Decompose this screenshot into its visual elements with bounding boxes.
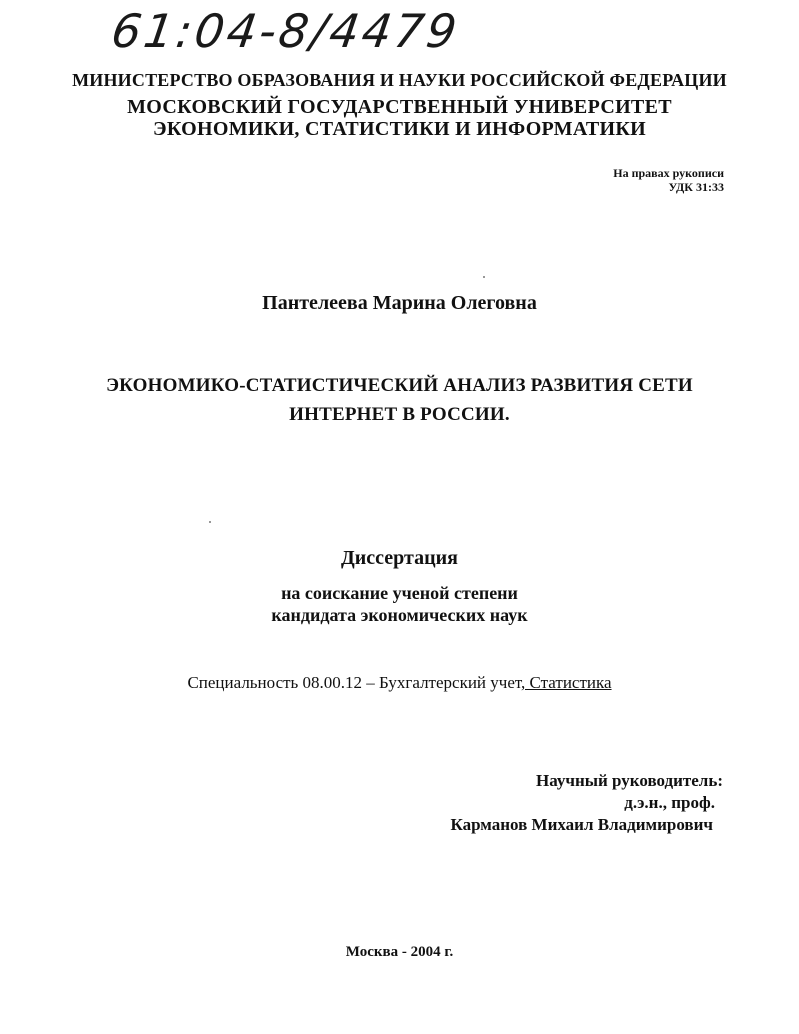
supervisor-degree: д.э.н., проф. [624,793,715,812]
manuscript-rights-block [613,166,724,194]
university-line-1: МОСКОВСКИЙ ГОСУДАРСТВЕННЫЙ УНИВЕРСИТЕТ [127,96,672,118]
specialty-underlined: , Статистика [521,673,612,692]
degree-line-1: на соискание ученой степени [281,583,518,603]
scan-speck [483,276,485,278]
supervisor-name: Карманов Михаил Владимирович [450,815,713,834]
manuscript-rights-label: На правах рукописи [613,166,724,180]
degree-line-2: кандидата экономических наук [271,605,528,625]
supervisor-block [450,770,723,836]
author-name: Пантелеева Марина Олеговна [262,292,537,314]
udk-code: УДК 31:33 [668,180,724,194]
university-heading [0,96,799,140]
specialty-line [0,673,799,693]
title-line-2: ИНТЕРНЕТ В РОССИИ. [289,404,510,425]
handwritten-archive-code: 61:04-8/4479 [108,4,463,58]
university-line-2: ЭКОНОМИКИ, СТАТИСТИКИ И ИНФОРМАТИКИ [153,118,646,140]
specialty-prefix: Специальность 08.00.12 – Бухгалтерский учет [187,673,522,692]
work-type: Диссертация [341,547,458,569]
supervisor-label: Научный руководитель: [536,771,723,790]
scan-speck [209,521,211,523]
dissertation-title [0,371,799,429]
ministry-heading: МИНИСТЕРСТВО ОБРАЗОВАНИЯ И НАУКИ РОССИЙСКОЙ ФЕДЕРАЦИИ [72,70,727,90]
degree-block [0,582,799,626]
title-line-1: ЭКОНОМИКО-СТАТИСТИЧЕСКИЙ АНАЛИЗ РАЗВИТИЯ СЕТИ [106,375,693,396]
city-year: Москва - 2004 г. [345,944,454,960]
